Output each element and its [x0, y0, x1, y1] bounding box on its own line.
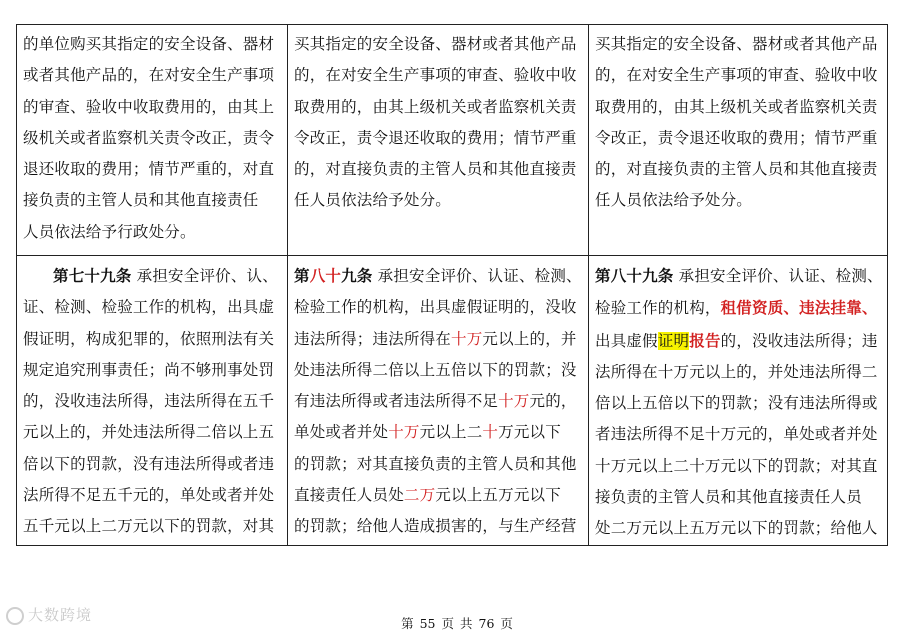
draft-law-cell — [288, 25, 589, 256]
new-law-cell — [589, 25, 888, 256]
total-pages: 76 — [478, 616, 495, 631]
text-line: 规定追究刑事责任；尚不够刑事处罚 — [23, 360, 275, 379]
watermark: 大数跨境 — [6, 604, 92, 625]
text-line: 直接责任人员处二万元以上五万元以下 — [294, 486, 561, 505]
text-line: 买其指定的安全设备、器材或者其他产品 — [294, 35, 577, 53]
text-line: 的，没收违法所得，违法所得在五千 — [23, 392, 275, 411]
text-line: 处违法所得二倍以上五倍以下的罚款；没 — [294, 360, 577, 379]
old-law-cell — [17, 256, 288, 546]
text-line: 取费用的，由其上级机关或者监察机关责 — [595, 97, 878, 116]
text-line: 人员依法给予行政处分。 — [23, 222, 196, 241]
text-line: 元以上的，并处违法所得二倍以上五 — [23, 423, 275, 442]
text-line: 处二万元以上五万元以下的罚款；给他人 — [595, 519, 878, 538]
table-row — [17, 25, 888, 256]
text-line: 五千元以上二万元以下的罚款，对其 — [23, 517, 275, 536]
text-line — [23, 260, 281, 292]
article-number: 第八十九条 — [595, 266, 674, 285]
text-line: 退还收取的费用；情节严重的，对直 — [23, 160, 275, 179]
text-line: 法所得在十万元以上的，并处违法所得二 — [595, 362, 878, 381]
text-line: 任人员依法给予处分。 — [595, 191, 753, 210]
text-line: 的审查、验收中收取费用的，由其上 — [23, 97, 275, 116]
text-line: 取费用的，由其上级机关或者监察机关责 — [294, 97, 577, 116]
text-line: 的，对直接负责的主管人员和其他直接责 — [595, 160, 878, 179]
text-line: 十万元以上二十万元以下的罚款；对其直 — [595, 456, 878, 475]
text-line: 出具虚假证明报告的，没收违法所得；违 — [595, 330, 878, 350]
changed-text: 十万 — [498, 392, 530, 411]
text-line: 倍以上五倍以下的罚款；没有违法所得或 — [595, 394, 878, 413]
text-line: 令改正，责令退还收取的费用；情节严重 — [595, 128, 878, 147]
changed-text: 十 — [482, 423, 499, 442]
changed-text: 二万 — [403, 486, 436, 505]
changed-text: 租借资质、违法挂靠、 — [720, 298, 878, 318]
text-line: 检验工作的机构，出具虚假证明的，没收 — [294, 298, 577, 317]
text-line: 的，在对安全生产事项的审查、验收中收 — [595, 66, 878, 85]
text-line: 的单位购买其指定的安全设备、器材 — [23, 35, 275, 53]
text-line: 有违法所得或者违法所得不足十万元的， — [294, 392, 577, 411]
text-line: 或者其他产品的，在对安全生产事项 — [23, 66, 275, 85]
text-line: 买其指定的安全设备、器材或者其他产品 — [595, 35, 878, 53]
text-line: 假证明，构成犯罪的，依照刑法有关 — [23, 329, 275, 348]
changed-text: 八十 — [309, 266, 342, 285]
text-span: 承担安全评价、认、 — [136, 267, 278, 285]
text-line: 检验工作的机构，租借资质、违法挂靠、 — [595, 298, 878, 318]
article-number: 第八十九条 — [294, 266, 373, 285]
text-line: 者违法所得不足十万元的，单处或者并处 — [595, 425, 878, 444]
text-line: 倍以下的罚款，没有违法所得或者违 — [23, 454, 275, 473]
text-line: 的罚款；对其直接负责的主管人员和其他 — [294, 454, 577, 473]
table-row — [17, 256, 888, 546]
page-footer: 第 55 页 共 76 页 — [401, 616, 513, 631]
text-line: 接负责的主管人员和其他直接责任 — [23, 191, 259, 210]
highlighted-text: 证明 — [657, 331, 690, 350]
text-line: 证、检测、检验工作的机构，出具虚 — [23, 298, 275, 317]
changed-text: 十万 — [451, 329, 483, 348]
text-line: 的，对直接负责的主管人员和其他直接责 — [294, 160, 577, 179]
text-line: 的罚款；给他人造成损害的，与生产经营 — [294, 517, 577, 536]
text-line: 级机关或者监察机关责令改正，责令 — [23, 128, 275, 147]
changed-text: 十万 — [388, 423, 420, 442]
page-number: 55 — [419, 616, 436, 631]
draft-law-cell — [288, 256, 589, 546]
text-line: 违法所得；违法所得在十万元以上的，并 — [294, 329, 577, 348]
old-law-cell — [17, 25, 288, 256]
text-line: 接负责的主管人员和其他直接责任人员 — [595, 488, 862, 507]
article-number: 第七十九条 — [53, 266, 132, 285]
text-line: 第八十九条 承担安全评价、认证、检测、 — [294, 266, 582, 285]
text-line: 的，在对安全生产事项的审查、验收中收 — [294, 66, 577, 85]
comparison-table — [16, 24, 888, 546]
changed-text: 报告 — [689, 330, 721, 350]
text-line: 法所得不足五千元的，单处或者并处 — [23, 486, 275, 505]
new-law-cell — [589, 256, 888, 546]
text-line: 单处或者并处十万元以上二十万元以下 — [294, 423, 561, 442]
text-line: 任人员依法给予处分。 — [294, 191, 452, 210]
text-line: 第八十九条 承担安全评价、认证、检测、 — [595, 266, 883, 285]
text-line: 令改正，责令退还收取的费用；情节严重 — [294, 128, 577, 147]
